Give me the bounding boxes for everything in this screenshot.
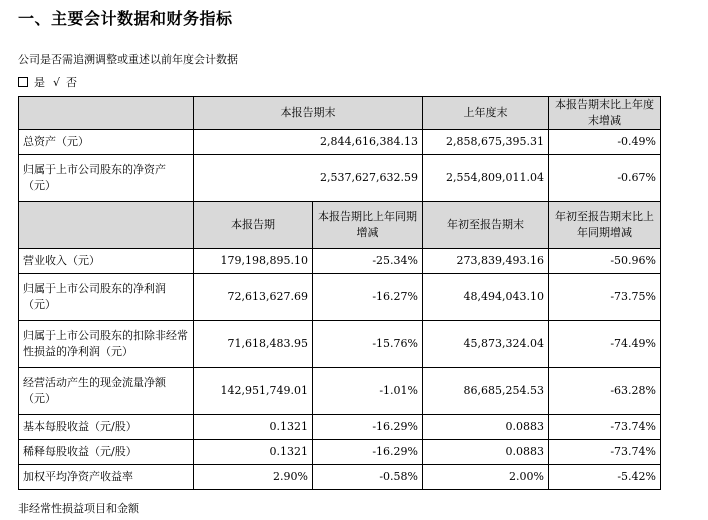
cell-value: 45,873,324.04 (423, 320, 549, 367)
cell-value: -73.75% (549, 273, 661, 320)
table1-header-row (19, 97, 661, 130)
cell-value: -5.42% (549, 464, 661, 489)
cell-value: 2,858,675,395.31 (423, 129, 549, 154)
table-row (19, 320, 661, 367)
cell-value: -16.27% (313, 273, 423, 320)
restatement-answer (18, 74, 77, 90)
col-header-ytd-yoy-change: 年初至报告期末比上年同期增减 (549, 201, 661, 248)
cell-value: 48,494,043.10 (423, 273, 549, 320)
cell-value: -15.76% (313, 320, 423, 367)
table-row (19, 414, 661, 439)
cell-value: 0.0883 (423, 414, 549, 439)
row-label-net-profit: 归属于上市公司股东的净利润（元） (19, 273, 194, 320)
table-row (19, 464, 661, 489)
table-row (19, 273, 661, 320)
col-header-ytd: 年初至报告期末 (423, 201, 549, 248)
cell-value: 2,844,616,384.13 (194, 129, 423, 154)
financial-data-table (18, 96, 661, 490)
section-title: 一、主要会计数据和财务指标 (18, 9, 233, 28)
blank-header-cell (19, 97, 194, 130)
cell-value: -50.96% (549, 248, 661, 273)
cell-value: 2,537,627,632.59 (194, 154, 423, 201)
cell-value: -74.49% (549, 320, 661, 367)
cell-value: 71,618,483.95 (194, 320, 313, 367)
cell-value: -0.58% (313, 464, 423, 489)
cell-value: -73.74% (549, 439, 661, 464)
col-header-prior-year-end: 上年度末 (423, 97, 549, 130)
no-label: 否 (66, 76, 78, 89)
yes-checkbox[interactable] (18, 77, 28, 87)
cell-value: 273,839,493.16 (423, 248, 549, 273)
cell-value: -25.34% (313, 248, 423, 273)
cell-value: 2.00% (423, 464, 549, 489)
cell-value: -73.74% (549, 414, 661, 439)
cell-value: -63.28% (549, 367, 661, 414)
cell-value: 0.1321 (194, 439, 313, 464)
cell-value: -1.01% (313, 367, 423, 414)
row-label-net-assets: 归属于上市公司股东的净资产（元） (19, 154, 194, 201)
row-label-diluted-eps: 稀释每股收益（元/股） (19, 439, 194, 464)
cell-value: 86,685,254.53 (423, 367, 549, 414)
cell-value: 142,951,749.01 (194, 367, 313, 414)
cell-value: 2,554,809,011.04 (423, 154, 549, 201)
cell-value: 2.90% (194, 464, 313, 489)
col-header-current-period: 本报告期 (194, 201, 313, 248)
row-label-operating-cash-flow: 经营活动产生的现金流量净额（元） (19, 367, 194, 414)
col-header-period-yoy-change: 本报告期比上年同期增减 (313, 201, 423, 248)
col-header-period-end: 本报告期末 (194, 97, 423, 130)
cell-value: 0.1321 (194, 414, 313, 439)
table-row (19, 154, 661, 201)
table-row (19, 248, 661, 273)
table-row (19, 129, 661, 154)
cell-value: -16.29% (313, 439, 423, 464)
cell-value: 72,613,627.69 (194, 273, 313, 320)
row-label-revenue: 营业收入（元） (19, 248, 194, 273)
table-row (19, 439, 661, 464)
section-footer: 非经常性损益项目和金额 (18, 502, 139, 515)
table2-header-row (19, 201, 661, 248)
cell-value: 179,198,895.10 (194, 248, 313, 273)
table-row (19, 367, 661, 414)
blank-header-cell (19, 201, 194, 248)
row-label-total-assets: 总资产（元） (19, 129, 194, 154)
restatement-question: 公司是否需追溯调整或重述以前年度会计数据 (18, 53, 238, 66)
yes-label: 是 (34, 76, 45, 89)
row-label-basic-eps: 基本每股收益（元/股） (19, 414, 194, 439)
col-header-change-vs-prior-year-end: 本报告期末比上年度末增减 (549, 97, 661, 130)
row-label-weighted-roe: 加权平均净资产收益率 (19, 464, 194, 489)
cell-value: -0.67% (549, 154, 661, 201)
cell-value: -0.49% (549, 129, 661, 154)
row-label-net-profit-excl-nonrecurring: 归属于上市公司股东的扣除非经常性损益的净利润（元） (19, 320, 194, 367)
cell-value: -16.29% (313, 414, 423, 439)
no-checkmark-icon[interactable]: √ (53, 76, 61, 89)
cell-value: 0.0883 (423, 439, 549, 464)
